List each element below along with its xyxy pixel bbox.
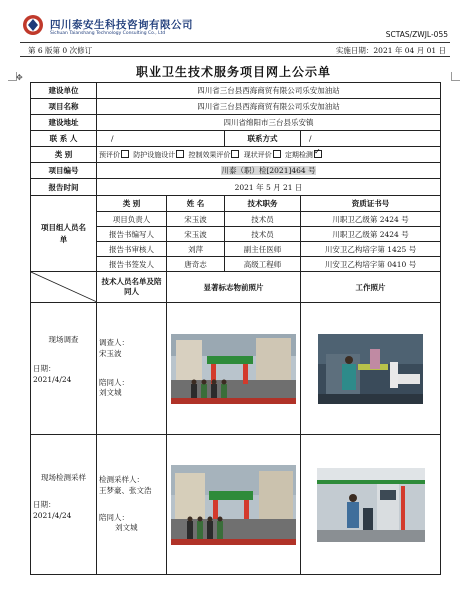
member-title: 技术员 — [225, 227, 301, 242]
survey-landmark-photo-cell — [167, 303, 301, 435]
construction-address-value: 四川省绵阳市三台县乐安镇 — [97, 115, 441, 131]
team-header-row — [31, 196, 441, 212]
team-header-name: 姓 名 — [167, 196, 225, 212]
category-options — [97, 147, 441, 163]
investigator-name: 宋玉波 — [99, 348, 122, 358]
sampling-landmark-photo-cell — [167, 435, 301, 575]
row-construction-address — [31, 115, 441, 131]
member-role: 报告书编写人 — [97, 227, 167, 242]
sampling-date-label: 日期： — [33, 499, 56, 509]
member-role: 项目负责人 — [97, 212, 167, 227]
company-name-english: Sichuan Taianshang Technology Consulting Co., Ltd — [50, 31, 166, 36]
survey-date-label: 日期： — [33, 363, 56, 373]
diagonal-line — [31, 272, 97, 302]
edition-text: 第 6 版第 0 次修订 — [28, 46, 93, 55]
row-construction-unit — [31, 83, 441, 99]
category-option[interactable]: 控制效果评价 — [188, 151, 241, 159]
member-name: 宋玉波 — [167, 212, 225, 227]
sampling-work-photo — [317, 468, 425, 542]
sampling-escort-label: 陪同人： — [99, 512, 129, 522]
construction-address-label: 建设地址 — [31, 115, 97, 131]
move-handle-icon[interactable]: ✥ — [16, 73, 23, 82]
project-name-value: 四川省三台县西海商贸有限公司乐安加油站 — [97, 99, 441, 115]
header-divider — [20, 42, 450, 43]
member-cert: 川安卫乙构培字第 0410 号 — [301, 257, 441, 272]
report-time-value: 2021 年 5 月 21 日 — [97, 179, 441, 196]
sampling-escort-name: 刘文城 — [115, 523, 138, 533]
sampler-label: 检测采样人： — [99, 474, 144, 484]
sampler-names: 王梦豪、张文浩 — [99, 485, 152, 495]
member-name: 宋玉波 — [167, 227, 225, 242]
implementation-date: 实施日期：2021 年 04 月 01 日 — [335, 46, 446, 55]
gas-station-landmark-photo — [171, 334, 296, 404]
member-name: 刘萍 — [167, 242, 225, 257]
contact-person-label: 联 系 人 — [31, 131, 97, 147]
checkbox-icon[interactable] — [176, 150, 184, 158]
survey-info — [31, 303, 97, 435]
survey-label: 现场调查 — [48, 335, 79, 344]
contact-method-label: 联系方式 — [225, 131, 301, 147]
sampling-info — [31, 435, 97, 575]
member-cert: 川职卫乙级第 2424 号 — [301, 212, 441, 227]
diagonal-header-cell — [31, 272, 97, 303]
category-label: 类 别 — [31, 147, 97, 163]
member-cert: 川安卫乙构培字第 1425 号 — [301, 242, 441, 257]
sampling-landmark-photo — [171, 465, 296, 545]
landmark-photo-header: 显著标志物前照片 — [167, 272, 301, 303]
construction-unit-label: 建设单位 — [31, 83, 97, 99]
member-title: 副主任医师 — [225, 242, 301, 257]
survey-date: 2021/4/24 — [33, 374, 72, 384]
photo-header-row — [31, 272, 441, 303]
category-option[interactable]: 防护设施设计 — [133, 151, 186, 159]
contact-method-value: / — [301, 131, 441, 147]
team-header-role: 类 别 — [97, 196, 167, 212]
member-cert: 川职卫乙级第 2424 号 — [301, 227, 441, 242]
member-role: 报告书签发人 — [97, 257, 167, 272]
project-number-cell — [97, 163, 441, 179]
escort-name: 刘文城 — [99, 388, 122, 398]
project-number-label: 项目编号 — [31, 163, 97, 179]
contact-person-value: / — [97, 131, 225, 147]
company-logo-icon — [22, 14, 44, 36]
checkbox-icon[interactable] — [231, 150, 239, 158]
construction-unit-value: 四川省三台县西海商贸有限公司乐安加油站 — [97, 83, 441, 99]
report-time-label: 报告时间 — [31, 179, 97, 196]
page-header — [20, 8, 450, 56]
sampling-date: 2021/4/24 — [33, 510, 72, 520]
publicity-form-table — [30, 82, 441, 575]
staff-header: 技术人员名单及陪同人 — [97, 272, 167, 303]
escort-label: 陪同人： — [99, 377, 129, 387]
category-option[interactable]: 预评价 — [99, 151, 131, 159]
sampling-label: 现场检测采样 — [41, 473, 86, 482]
checkbox-icon[interactable] — [273, 150, 281, 158]
row-project-number — [31, 163, 441, 179]
team-header-title: 技术职务 — [225, 196, 301, 212]
document-code: SCTAS/ZWJL-055 — [385, 30, 448, 39]
team-header-cert: 资质证书号 — [301, 196, 441, 212]
sampling-row — [31, 435, 441, 575]
member-name: 唐奇志 — [167, 257, 225, 272]
project-name-label: 项目名称 — [31, 99, 97, 115]
survey-row — [31, 303, 441, 435]
survey-staff — [97, 303, 167, 435]
sampling-work-photo-cell — [301, 435, 441, 575]
checked-checkbox-icon[interactable] — [314, 150, 322, 158]
company-name: 四川泰安生科技咨询有限公司 — [50, 19, 193, 31]
header-divider-bottom — [20, 56, 450, 57]
sampling-staff — [97, 435, 167, 575]
member-role: 报告书审核人 — [97, 242, 167, 257]
row-project-name — [31, 99, 441, 115]
row-report-time — [31, 179, 441, 196]
team-label: 项目组人员名单 — [31, 196, 97, 272]
work-photo-header: 工作照片 — [301, 272, 441, 303]
checkbox-icon[interactable] — [121, 150, 129, 158]
category-option[interactable]: 定期检测✓ — [285, 151, 324, 159]
project-number-value: 川泰（职）检[2021]464 号 — [221, 166, 316, 175]
survey-work-photo — [318, 334, 423, 404]
investigator-label: 调查人： — [99, 337, 129, 347]
row-category — [31, 147, 441, 163]
member-title: 高级工程师 — [225, 257, 301, 272]
survey-work-photo-cell — [301, 303, 441, 435]
document-title: 职业卫生技术服务项目网上公示单 — [135, 65, 331, 79]
row-contact — [31, 131, 441, 147]
category-option[interactable]: 现状评价 — [244, 151, 283, 159]
member-title: 技术员 — [225, 212, 301, 227]
